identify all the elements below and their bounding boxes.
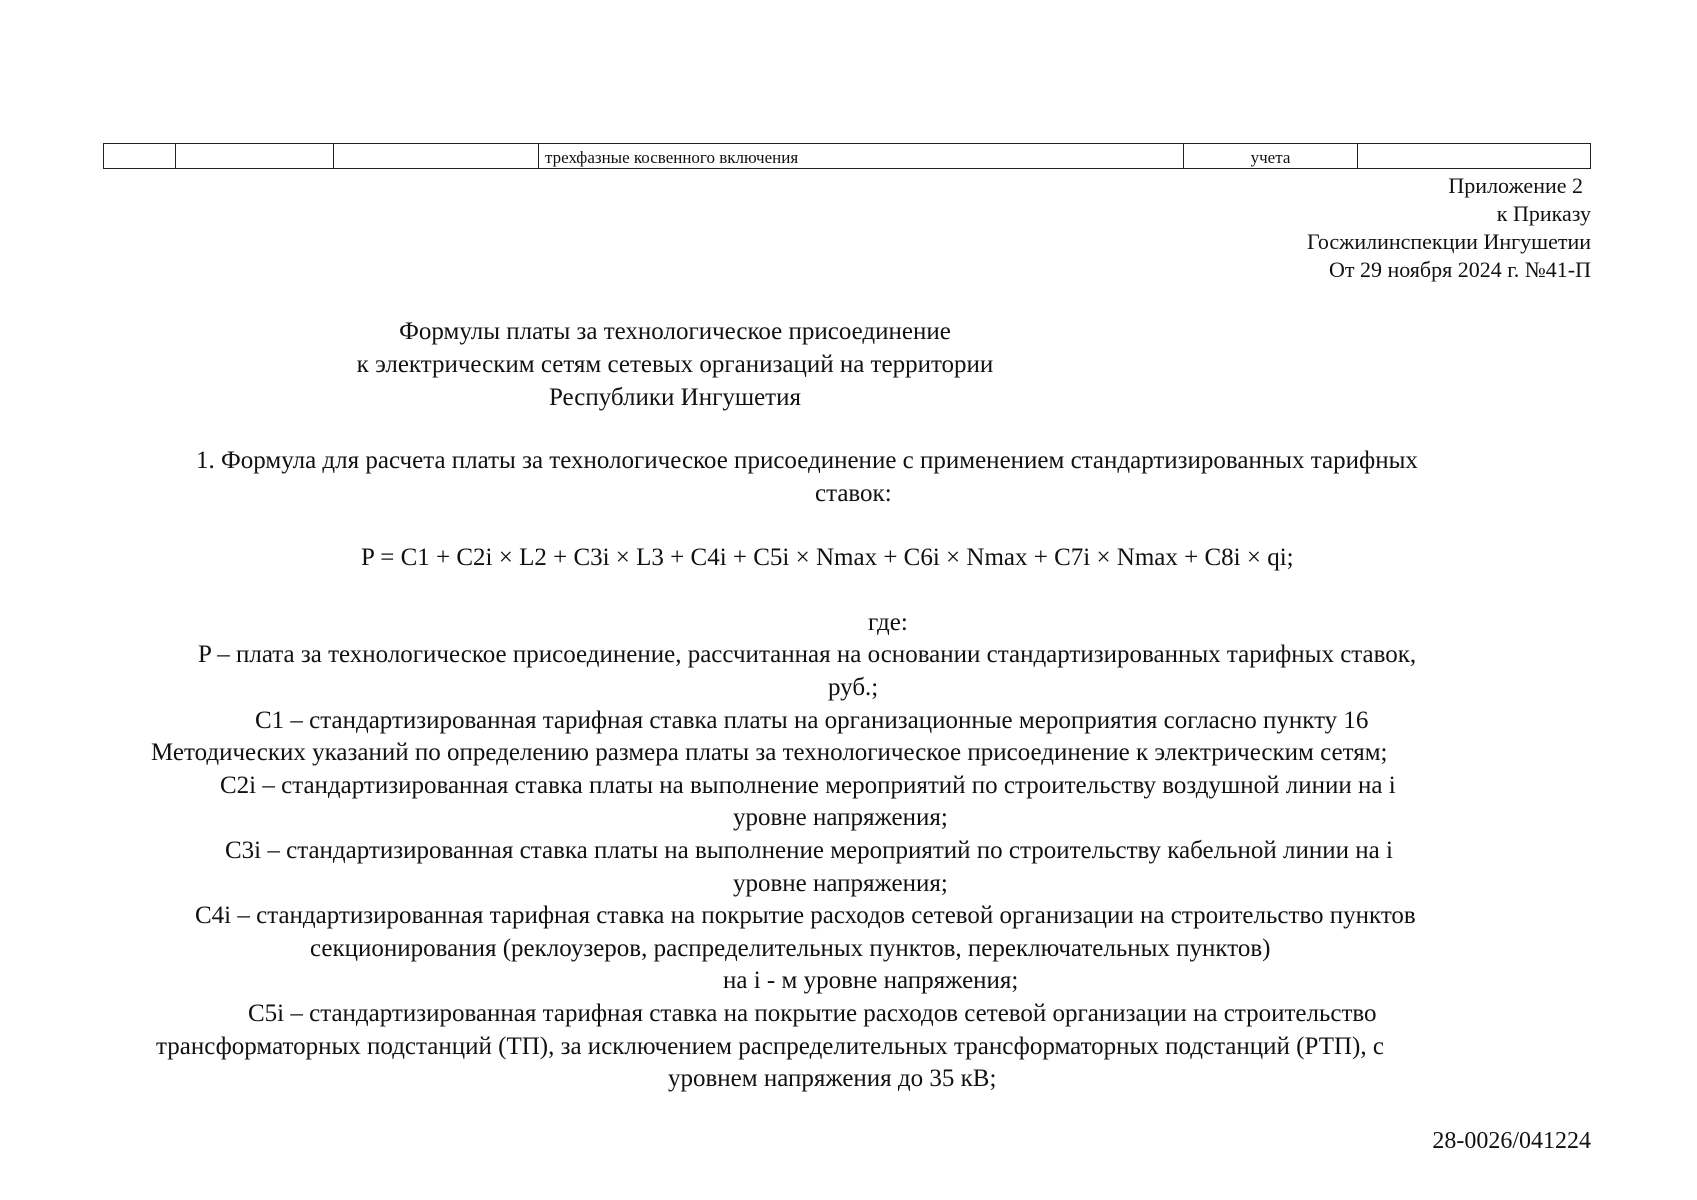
table-cell xyxy=(334,144,539,169)
title-line: Формулы платы за технологическое присоединение xyxy=(399,318,951,345)
table-row xyxy=(104,144,1591,169)
section-heading-cont: ставок: xyxy=(815,479,892,507)
definition-c3: C3i – стандартизированная ставка платы на выполнение мероприятий по строительству кабельной линии на i xyxy=(225,836,1393,864)
section-heading: 1. Формула для расчета платы за технологическое присоединение с применением стандартизированных тарифных xyxy=(196,447,1418,474)
definition-c5: C5i – стандартизированная тарифная ставка на покрытие расходов сетевой организации на строительство xyxy=(248,999,1377,1027)
appendix-authority: Госжилинспекции Ингушетии xyxy=(1307,229,1591,254)
document-title xyxy=(0,315,1350,414)
definition-p-cont: руб.; xyxy=(828,673,879,701)
title-line: Республики Ингушетия xyxy=(548,384,801,411)
definition-c1-cont: Методических указаний по определению размера платы за технологическое присоединение к электрическим сетям; xyxy=(151,739,1388,767)
definition-c4: C4i – стандартизированная тарифная ставка на покрытие расходов сетевой организации на строительство пунктов xyxy=(195,902,1416,930)
where-label: где: xyxy=(868,608,908,636)
definition-c2-cont: уровне напряжения; xyxy=(733,804,948,832)
table-cell xyxy=(104,144,176,169)
definition-c1: C1 – стандартизированная тарифная ставка платы на организационные мероприятия согласно пункту 16 xyxy=(255,706,1369,734)
table-cell xyxy=(176,144,334,169)
definition-p: P – плата за технологическое присоединение, рассчитанная на основании стандартизированных тарифных ставок, xyxy=(198,641,1417,669)
definition-c4-cont: секционирования (реклоузеров, распределительных пунктов, переключательных пунктов) xyxy=(310,934,1271,962)
definition-c3-cont: уровне напряжения; xyxy=(733,869,948,897)
appendix-order-ref: к Приказу xyxy=(1496,201,1591,226)
definition-c5-cont: трансформаторных подстанций (ТП), за исключением распределительных трансформаторных подстанций (РТП), с xyxy=(156,1032,1384,1060)
table-cell xyxy=(1358,144,1591,169)
table-cell-accounting: учета xyxy=(1184,144,1358,169)
title-line: к электрическим сетям сетевых организаций на территории xyxy=(356,351,994,378)
table-cell-meter-type: трехфазные косвенного включения xyxy=(539,144,1184,169)
document-body xyxy=(0,445,1697,1096)
definition-c2: C2i – стандартизированная ставка платы на выполнение мероприятий по строительству воздушной линии на i xyxy=(220,771,1396,799)
appendix-date: От 29 ноября 2024 г. №41-П xyxy=(1328,257,1591,282)
definition-c4-cont2: на i - м уровне напряжения; xyxy=(723,967,1019,995)
appendix-number: Приложение 2 xyxy=(1448,173,1583,198)
formula: P = C1 + C2i × L2 + C3i × L3 + C4i + C5i × Nmax + C6i × Nmax + C7i × Nmax + C8i × qi; xyxy=(361,544,1294,572)
appendix-header xyxy=(1307,172,1591,284)
document-registration-number: 28-0026/041224 xyxy=(1432,1128,1591,1154)
definition-c5-cont2: уровнем напряжения до 35 кВ; xyxy=(668,1065,997,1093)
previous-table-row xyxy=(103,143,1591,169)
